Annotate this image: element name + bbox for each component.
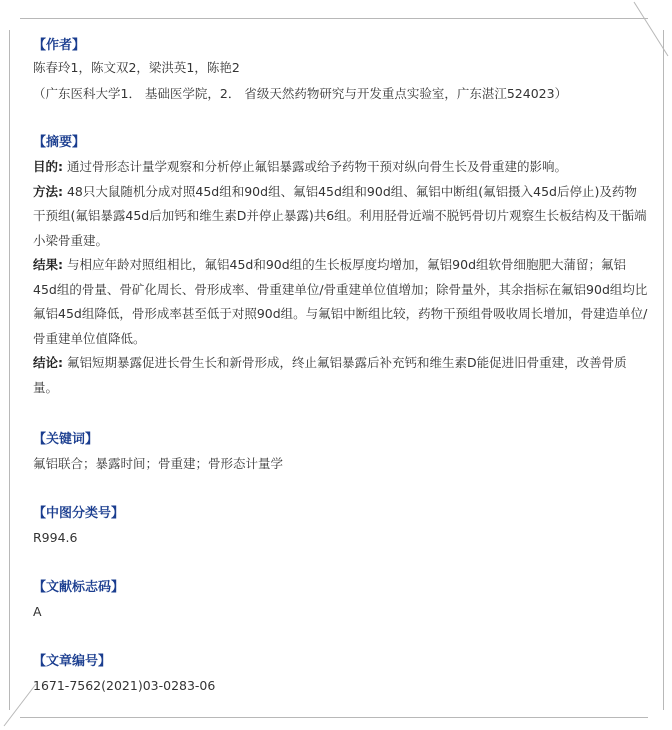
clc-text: R994.6 [33,530,78,545]
purpose-label: 目的: [33,159,63,174]
frame-left-line [9,30,10,710]
clc-heading: 【中图分类号】 [33,506,125,521]
author-affiliation: （广东医科大学1． 基础医学院，2． 省级天然药物研究与开发重点实验室，广东湛江524023） [33,86,568,101]
purpose-text: 通过骨形态计量学观察和分析停止氟铝暴露或给予药物干预对纵向骨生长及骨重建的影响。 [66,159,567,174]
conclusion-text: 氟铝短期暴露促进长骨生长和新骨形成，终止氟铝暴露后补充钙和维生素D能促进旧骨重建，改善骨质量。 [33,355,627,395]
keywords-text: 氟铝联合；暴露时间；骨重建；骨形态计量学 [33,456,284,471]
doc-code-heading: 【文献标志码】 [33,580,125,595]
result-text: 与相应年龄对照组相比，氟铝45d和90d组的生长板厚度均增加，氟铝90d组软骨细胞肥大蒲留；氟铝45d组的骨量、骨矿化周长、骨形成率、骨重建单位/骨重建单位值增加；除骨量外，其余指标在氟铝90d组均比氟铝45d组降低，骨形成率甚至低于对照90d组。与氟铝中断组比较，药物干预组骨吸收周长增加，骨建造单位/骨重建单位值降低。 [33,257,648,346]
method-text: 48只大鼠随机分成对照45d组和90d组、氟铝45d组和90d组、氟铝中断组(氟铝摄入45d后停止)及药物干预组(氟铝暴露45d后加钙和维生素D并停止暴露)共6组。利用胫骨近端不脱钙骨切片观察生长板结构及干骺端小梁骨重建。 [33,183,647,248]
abstract-result [33,253,648,351]
doc-code-text: A [33,604,42,619]
article-number-heading: 【文章编号】 [33,654,112,669]
frame-top-line [20,18,648,19]
frame-bottom-line [20,717,648,718]
abstract-heading: 【摘要】 [33,135,86,150]
abstract-conclusion [33,351,648,400]
method-label: 方法: [33,183,63,199]
author-heading: 【作者】 [33,38,86,53]
article-number-text: 1671-7562(2021)03-0283-06 [33,678,216,693]
abstract-purpose [33,155,648,180]
result-label: 结果: [33,257,63,272]
abstract-method [33,180,648,254]
frame-right-line [663,30,664,710]
keywords-heading: 【关键词】 [33,432,99,447]
conclusion-label: 结论: [33,355,63,370]
abstract-document [33,36,648,698]
author-names: 陈春玲1，陈文双2，梁洪英1，陈艳2 [33,60,240,75]
